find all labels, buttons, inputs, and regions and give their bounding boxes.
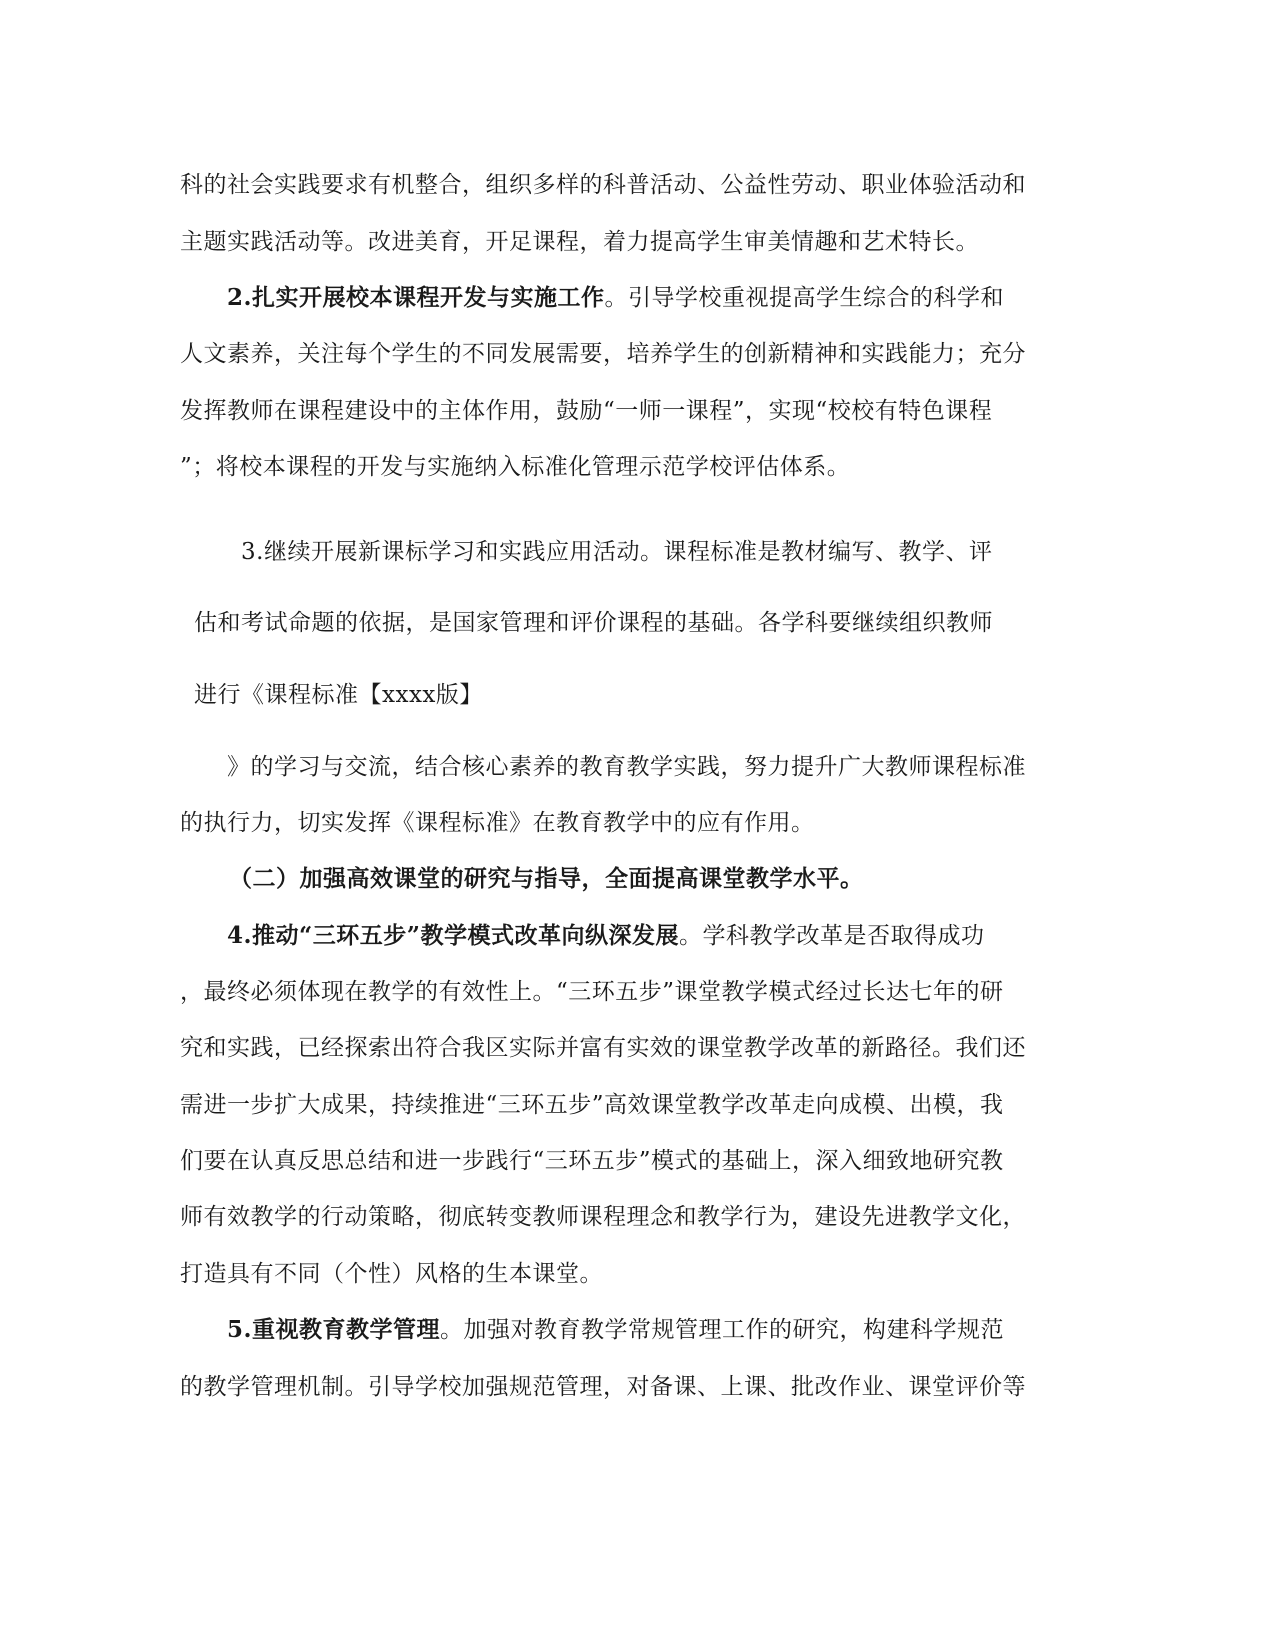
paragraph-line: 发挥教师在课程建设中的主体作用，鼓励“一师一课程”，实现“校校有特色课程 — [180, 398, 993, 424]
paragraph-line: 的执行力，切实发挥《课程标准》在教育教学中的应有作用。 — [180, 810, 815, 836]
paragraph-line: 究和实践，已经探索出符合我区实际并富有实效的课堂教学改革的新路径。我们还 — [180, 1035, 1026, 1061]
item-heading: 2.扎实开展校本课程开发与实施工作 — [227, 284, 605, 311]
paragraph-line: 主题实践活动等。改进美育，开足课程，着力提高学生审美情趣和艺术特长。 — [180, 229, 979, 255]
paragraph-line: 人文素养，关注每个学生的不同发展需要，培养学生的创新精神和实践能力；充分 — [180, 341, 1026, 367]
paragraph-line: ”；将校本课程的开发与实施纳入标准化管理示范学校评估体系。 — [180, 454, 851, 480]
paragraph-line: 》的学习与交流，结合核心素养的教育教学实践，努力提升广大教师课程标准 — [227, 754, 1026, 780]
paragraph-line — [227, 283, 1004, 313]
paragraph-line: 进行《课程标准【xxxx版】 — [194, 682, 483, 708]
paragraph-text: 。加强对教育教学常规管理工作的研究，构建科学规范 — [440, 1317, 1005, 1343]
paragraph-line: 科的社会实践要求有机整合，组织多样的科普活动、公益性劳动、职业体验活动和 — [180, 172, 1026, 198]
paragraph-line: 的教学管理机制。引导学校加强规范管理，对备课、上课、批改作业、课堂评价等 — [180, 1374, 1026, 1400]
section-heading: （二）加强高效课堂的研究与指导，全面提高课堂教学水平。 — [229, 865, 864, 892]
item-heading: 5.重视教育教学管理 — [227, 1316, 441, 1343]
paragraph-text: 。引导学校重视提高学生综合的科学和 — [604, 285, 1005, 311]
paragraph-line: 需进一步扩大成果，持续推进“三环五步”高效课堂教学改革走向成模、出模，我 — [180, 1092, 1004, 1118]
paragraph-line: 3.继续开展新课标学习和实践应用活动。课程标准是教材编写、教学、评 — [241, 539, 993, 565]
paragraph-line: 师有效教学的行动策略，彻底转变教师课程理念和教学行为，建设先进教学文化， — [180, 1204, 1026, 1230]
paragraph-line: 们要在认真反思总结和进一步践行“三环五步”模式的基础上，深入细致地研究教 — [180, 1148, 1004, 1174]
paragraph-line: ，最终必须体现在教学的有效性上。“三环五步”课堂教学模式经过长达七年的研 — [180, 979, 1004, 1005]
item-heading: 4.推动“三环五步”教学模式改革向纵深发展 — [227, 922, 679, 949]
paragraph-text: 。学科教学改革是否取得成功 — [678, 923, 985, 949]
paragraph-line — [227, 921, 984, 951]
paragraph-line: 估和考试命题的依据，是国家管理和评价课程的基础。各学科要继续组织教师 — [194, 610, 993, 636]
paragraph-line: 打造具有不同（个性）风格的生本课堂。 — [180, 1261, 603, 1287]
paragraph-line — [227, 1315, 1004, 1345]
